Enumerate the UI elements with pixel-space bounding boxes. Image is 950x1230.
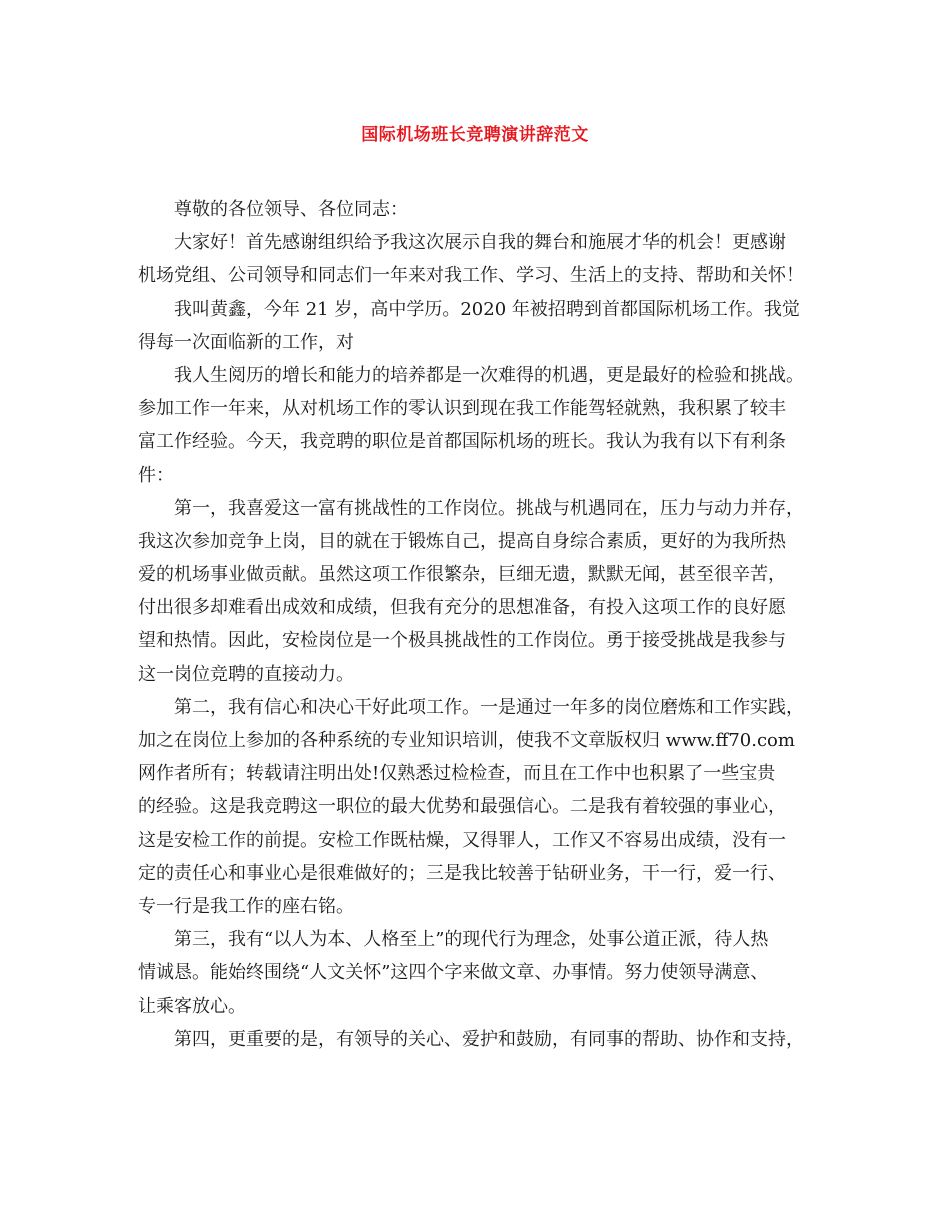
text-line: 加之在岗位上参加的各种系统的专业知识培训，使我不文章版权归 www.ff70.com: [138, 730, 795, 751]
text-line: 第一，我喜爱这一富有挑战性的工作岗位。挑战与机遇同在，压力与动力并存，: [174, 497, 804, 519]
text-line: 大家好！首先感谢组织给予我这次展示自我的舞台和施展才华的机会！更感谢: [174, 232, 786, 254]
text-line: 定的责任心和事业心是很难做好的；三是我比较善于钻研业务，干一行，爱一行、: [138, 862, 786, 884]
text-line: 这是安检工作的前提。安检工作既枯燥，又得罪人，工作又不容易出成绩，没有一: [138, 829, 786, 851]
text-line: 爱的机场事业做贡献。虽然这项工作很繁杂，巨细无遗，默默无闻，甚至很辛苦，: [138, 564, 786, 586]
text-line: 情诚恳。能始终围绕“人文关怀”这四个字来做文章、办事情。努力使领导满意、: [138, 962, 769, 984]
text-line: 尊敬的各位领导、各位同志：: [174, 199, 408, 220]
text-line: 参加工作一年来，从对机场工作的零认识到现在我工作能驾轻就熟，我积累了较丰: [138, 398, 786, 420]
text-line: 的经验。这是我竞聘这一职位的最大优势和最强信心。二是我有着较强的事业心，: [138, 796, 786, 818]
text-line: 得每一次面临新的工作，对: [138, 331, 354, 353]
text-line: 专一行是我工作的座右铭。: [138, 895, 354, 917]
document-title: 国际机场班长竞聘演讲辞范文: [361, 125, 589, 145]
text-line: 我人生阅历的增长和能力的培养都是一次难得的机遇，更是最好的检验和挑战。: [174, 364, 804, 386]
text-line: 第四，更重要的是，有领导的关心、爱护和鼓励，有同事的帮助、协作和支持，: [174, 1028, 804, 1050]
text-line: 我这次参加竞争上岗，目的就在于锻炼自己，提高自身综合素质，更好的为我所热: [138, 530, 786, 552]
text-line: 机场党组、公司领导和同志们一年来对我工作、学习、生活上的支持、帮助和关怀！: [138, 265, 804, 287]
text-line: 望和热情。因此，安检岗位是一个极具挑战性的工作岗位。勇于接受挑战是我参与: [138, 630, 786, 652]
text-line: 让乘客放心。: [138, 995, 246, 1017]
text-line: 富工作经验。今天，我竞聘的职位是首都国际机场的班长。我认为我有以下有利条: [138, 431, 786, 453]
text-line: 付出很多却难看出成效和成绩，但我有充分的思想准备，有投入这项工作的良好愿: [138, 597, 786, 619]
text-line: 网作者所有；转载请注明出处!仅熟悉过检检查，而且在工作中也积累了一些宝贵: [138, 763, 776, 785]
text-line: 这一岗位竞聘的直接动力。: [138, 663, 354, 685]
text-line: 第二，我有信心和决心干好此项工作。一是通过一年多的岗位磨炼和工作实践，: [174, 696, 804, 718]
text-line: 我叫黄鑫，今年 21 岁，高中学历。2020 年被招聘到首都国际机场工作。我觉: [174, 298, 800, 320]
text-line: 第三，我有“以人为本、人格至上”的现代行为理念，处事公道正派，待人热: [174, 929, 769, 951]
text-line: 件：: [138, 464, 174, 486]
document-body: [138, 193, 828, 1056]
